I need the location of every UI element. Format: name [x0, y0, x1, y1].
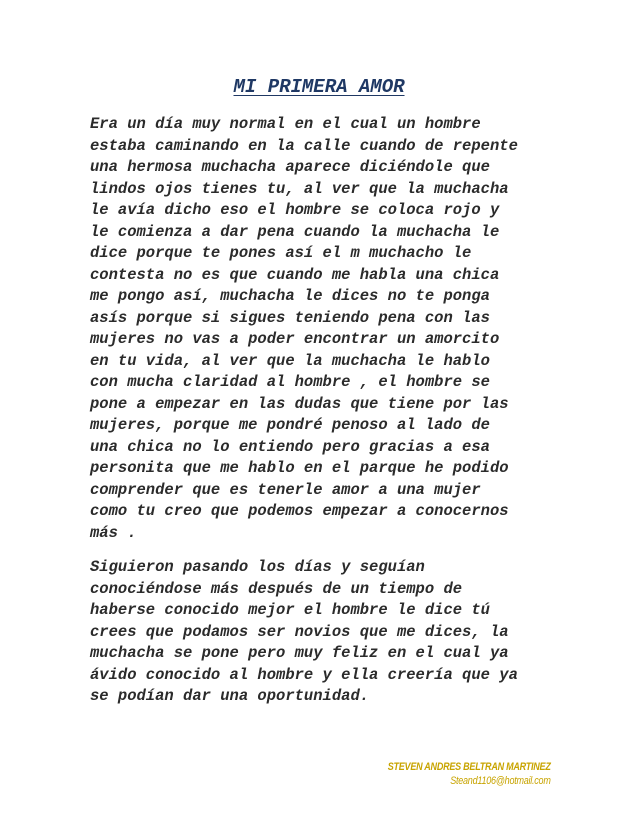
author-name: STEVEN ANDRES BELTRAN MARTINEZ	[388, 761, 551, 773]
text-line: haberse conocido mejor el hombre le dice tú	[90, 601, 490, 619]
text-line: una chica no lo entiendo pero gracias a esa	[90, 437, 490, 456]
text-line: muchacha se pone pero muy feliz en el cual ya	[90, 644, 509, 662]
text-line: crees que podamos ser novios que me dices, la	[90, 622, 509, 641]
text-line: se podían dar una oportunidad.	[90, 687, 370, 705]
text-line: una hermosa muchacha aparece diciéndole que	[90, 158, 490, 176]
text-line: le avía dicho eso el hombre se coloca rojo y	[90, 201, 500, 219]
author-email: Steand1106@hotmail.com	[450, 775, 551, 787]
text-line: me pongo así, muchacha le dices no te ponga	[90, 287, 490, 305]
text-line: mujeres no vas a poder encontrar un amorcito	[90, 330, 500, 348]
author-signature	[352, 760, 551, 788]
text-line: en tu vida, al ver que la muchacha le hablo	[90, 351, 490, 370]
text-line: conociéndose más después de un tiempo de	[90, 579, 463, 598]
text-line: más .	[90, 523, 137, 542]
text-line: mujeres, porque me pondré penoso al lado de	[90, 416, 490, 434]
page-title: MI PRIMERA AMOR	[233, 76, 405, 98]
text-line: Era un día muy normal en el cual un hombre	[90, 115, 481, 133]
text-line: le comienza a dar pena cuando la muchacha le	[90, 222, 500, 241]
text-line: como tu creo que podemos empezar a conocernos	[90, 502, 509, 520]
text-line: dice porque te pones así el m muchacho le	[90, 244, 472, 262]
paragraph-2	[90, 557, 570, 708]
text-line: Siguieron pasando los días y seguían	[90, 558, 425, 576]
text-line: lindos ojos tienes tu, al ver que la muchacha	[90, 179, 509, 198]
text-line: ávido conocido al hombre y ella creería que ya	[90, 665, 518, 684]
text-line: estaba caminando en la calle cuando de repente	[90, 136, 518, 155]
text-line: asís porque si sigues teniendo pena con las	[90, 308, 490, 327]
paragraph-1	[90, 114, 570, 544]
text-line: comprender que es tenerle amor a una mujer	[90, 480, 481, 499]
text-line: contesta no es que cuando me habla una chica	[90, 265, 500, 284]
text-line: personita que me hablo en el parque he podido	[90, 459, 509, 477]
text-line: con mucha claridad al hombre , el hombre se	[90, 373, 490, 391]
text-line: pone a empezar en las dudas que tiene por las	[90, 394, 509, 413]
